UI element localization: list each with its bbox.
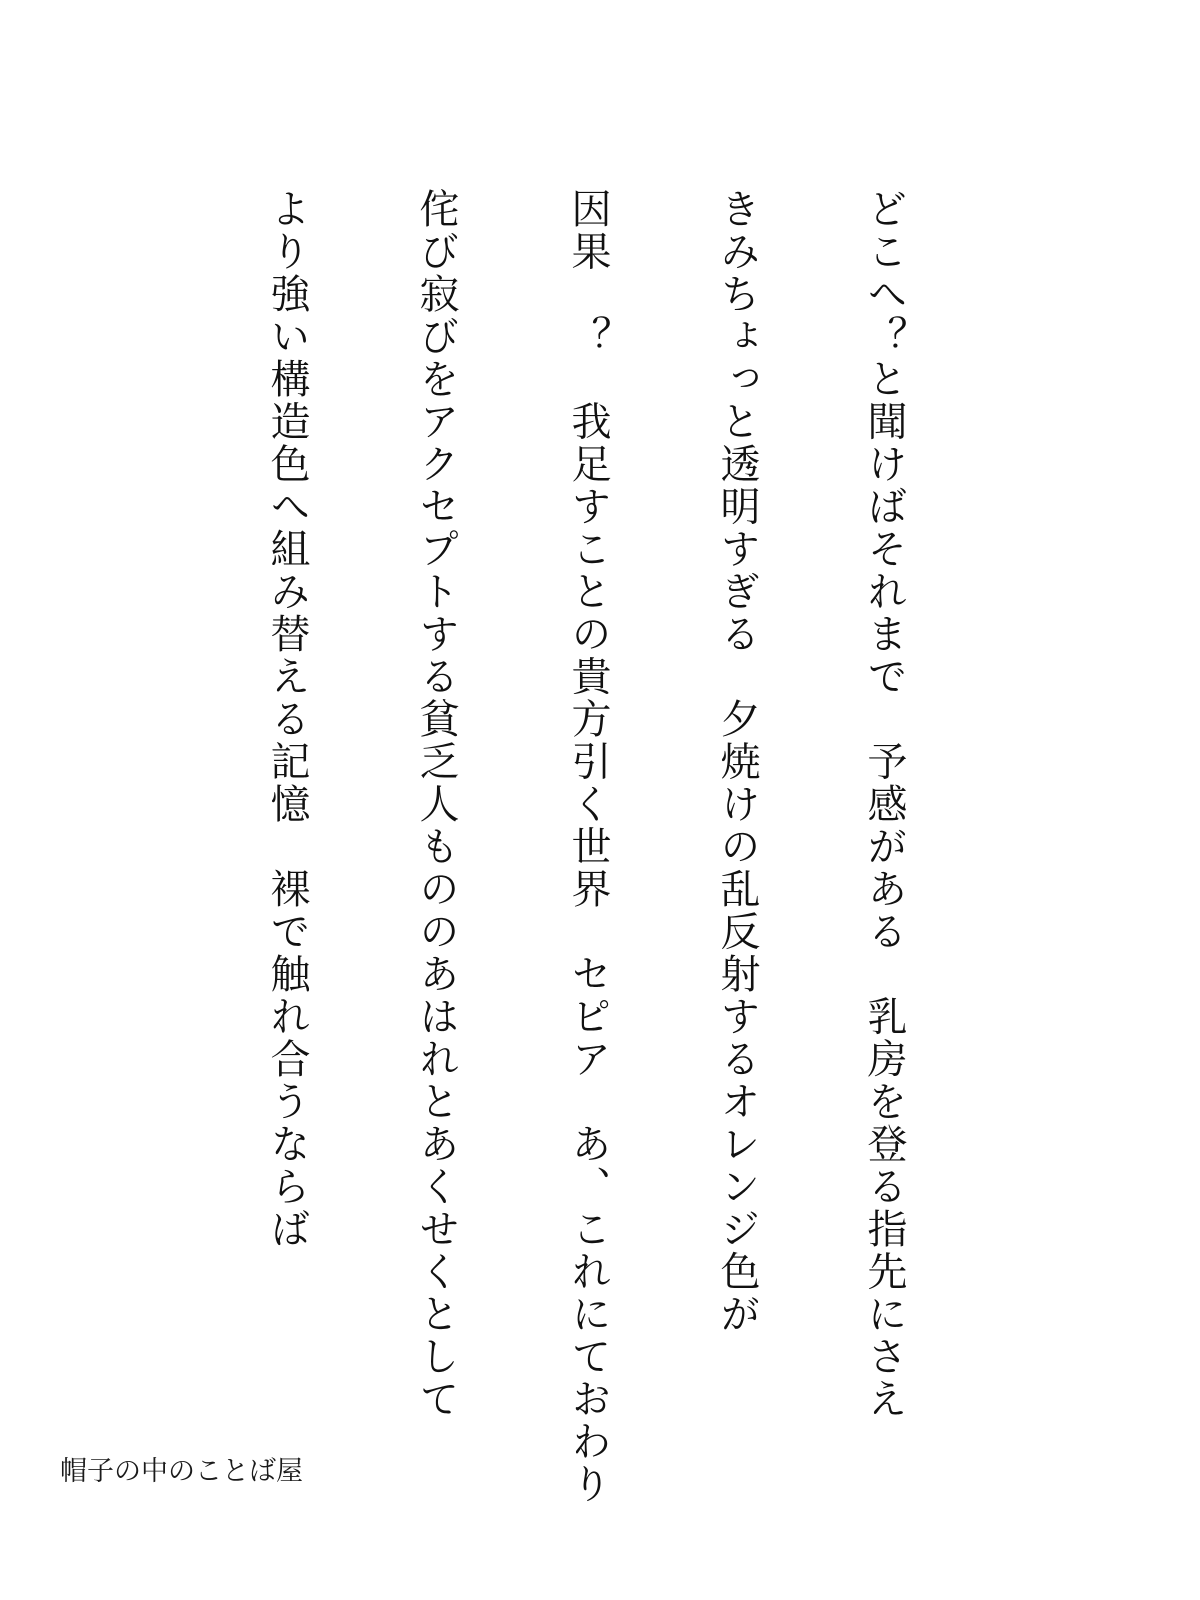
poem-line-1: どこへ？と聞けばそれまで 予感がある 乳房を登る指先にさえ [861,188,907,1421]
author-credit: 帽子の中のことば屋 [60,1456,303,1487]
poem-line-4: 侘び寂びをアクセプトする貧乏人もののあはれとあくせくとして [413,188,459,1421]
poem-line-3: 因果 ？ 我足すことの貴方引く世界 セピア あ、これにておわり [565,188,611,1506]
poem-line-5: より強い構造色へ組み替える記憶 裸で触れ合うならば [264,188,310,1251]
poem-line-2: きみちょっと透明すぎる 夕焼けの乱反射するオレンジ色が [714,188,760,1336]
